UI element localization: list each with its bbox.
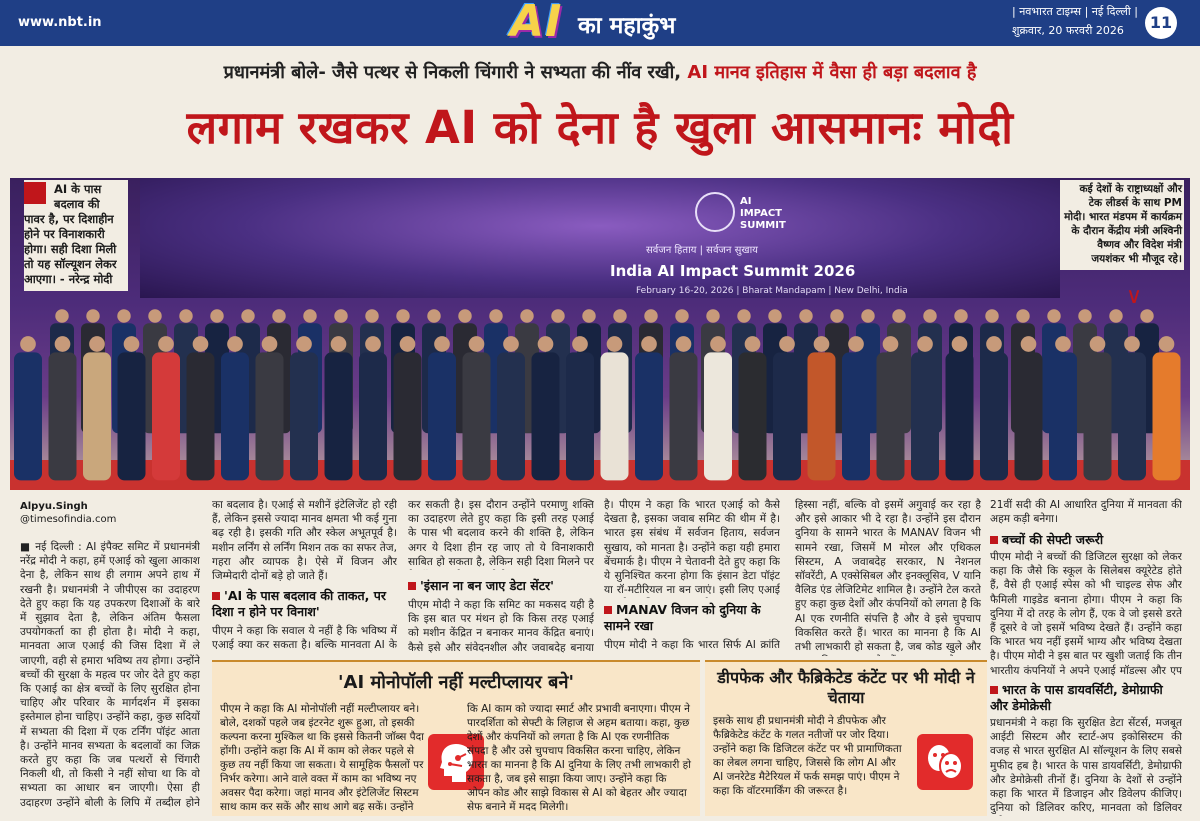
figure-head — [538, 336, 554, 352]
figure-head — [262, 336, 278, 352]
figure-head — [799, 309, 812, 322]
section-title: का महाकुंभ — [578, 13, 676, 39]
figure-head — [706, 309, 719, 322]
figure-head — [117, 309, 130, 322]
article-column-6c: प्रधानमंत्री ने कहा कि सुरक्षित डेटा सेंटर्स, मजबूत आईटी सिस्टम और स्टार्ट-अप इकोसिस्टम की वजह से भारत सुरक्षित AI सॉल्यूशन के लिए सबसे मुफीद हब है। भारत के पास डायवर्सिटी, डेमोग्राफी और डेमोक्रेसी तीनों हैं। दुनिया के देशों से उन्होंने कहा कि भारत में डिजाइन और डिवेलप कीजिए। दुनिया को डिलिवर करिए, मानवता को डिलिवर — [990, 717, 1182, 815]
figure-head — [158, 336, 174, 352]
figure-head — [303, 309, 316, 322]
figure-head — [952, 336, 968, 352]
figure-body — [601, 352, 629, 480]
pull-quote — [24, 180, 128, 291]
figure-head — [503, 336, 519, 352]
figure-head — [1109, 309, 1122, 322]
summit-logo-text: AI IMPACT SUMMIT — [740, 196, 786, 231]
figure-head — [458, 309, 471, 322]
article-column-6b: पीएम मोदी ने बच्चों की डिजिटल सुरक्षा को लेकर कहा कि जैसे कि स्कूल के सिलेबस क्यूरेटेड होते हैं, वैसे ही एआई स्पेस को भी चाइल्ड सेफ और फैमिली गाइडेड बनाना होगा। पीएम ने कहा कि दुनिया में दो तरह के लोग हैं, एक वे जो इससे डरते हैं दूसरे वे जो इसमें भविष्य देखते हैं। उन्होंने कहा कि भारत भय नहीं इसमें भाग्य और भविष्य देखता है। पीएम मोदी ने इस बात पर खुशी जताई कि तीन भारतीय कंपनियों ने अपने एआई मॉडल्स और एप — [990, 551, 1182, 677]
summit-logo-icon — [695, 192, 735, 232]
figure-head — [892, 309, 905, 322]
figure-head — [572, 336, 588, 352]
subhead-marker-icon — [990, 686, 998, 694]
figure-head — [193, 336, 209, 352]
figure-body — [290, 352, 318, 480]
section-logo: AI — [510, 0, 563, 47]
box-deepfake-text: इसके साथ ही प्रधानमंत्री मोदी ने डीपफेक और फैब्रिकेटेड कंटेंट के गलत नतीजों पर जोर दिया। उन्होंने कहा कि डिजिटल कंटेंट पर भी प्रामाणिकता का लेबल लगना चाहिए, जिससे कि लोग AI और AI जनरेटेड मैटेरियल में फर्क समझ पाएं। पीएम ने कहा कि वॉटरमार्किंग की जरूरत है। — [713, 715, 902, 797]
figure-body — [635, 352, 663, 480]
pull-quote-lead: AI के पास बदलाव की — [54, 182, 102, 211]
figure-head — [365, 336, 381, 352]
box-deepfake-heading: डीपफेक और फैब्रिकेटेड कंटेंट पर भी मोदी ने चेताया — [717, 668, 975, 707]
figure-head — [1140, 309, 1153, 322]
figure-head — [331, 336, 347, 352]
byline-handle: @timesofindia.com — [20, 514, 117, 525]
pull-quote-text: पावर है, पर दिशाहीन होने पर विनाशकारी होगा। सही दिशा मिली तो यह सॉल्यूशन लेकर आएगा। - नरेन्द्र मोदी — [24, 212, 117, 286]
figure-head — [954, 309, 967, 322]
article-column-5: हिस्सा नहीं, बल्कि वो इसमें अगुवाई कर रहा है और इसे आकार भी दे रहा है। उन्होंने इस दौरान दुनिया के सामने भारत के MANAV विजन भी सामने रखा, जिसमें M मोरल और एथिकल सिस्टम, A जवाबदेह सरकार, N नेशनल सॉवरेंटी, A एक्सेसिबल और इनक्लूसिव, V यानि वैलिड एंड लेजिटिमेट शामिल है। उन्होंने टेल करते हुए कहा कुछ देशों और कंपनियों को लगता है कि AI एक रणनीति संपत्ति है और वे इसे चुपचाप विकसित करते हैं। भारत का मानना है कि AI तभी लाभकारी हो सकता है, जब कोड खुले और — [795, 499, 981, 654]
figure-body — [14, 352, 42, 480]
figure-head — [296, 336, 312, 352]
figure-body — [911, 352, 939, 480]
figure-head — [710, 336, 726, 352]
figure-head — [210, 309, 223, 322]
subhead-data-center: 'इंसान ना बन जाए डेटा सेंटर' — [408, 578, 598, 594]
box-monopoly-text-2: कि AI काम को ज्यादा स्मार्ट और प्रभावी बनाएगा। पीएम ने पारदर्शिता को सेफ्टी के लिहाज से अहम बताया। कहा, कुछ देशों और कंपनियों को लगता है कि AI एक रणनीतिक संपदा है और उसे चुपचाप विकसित करना चाहिए, लेकिन भारत का मानना है कि AI दुनिया के लिए तभी लाभकारी हो सकता है, जब इसे साझा किया जाए। उन्होंने कहा कि ओपन कोड और साझे विकास से AI को बेहतर और ज्यादा सेफ बनाने में मदद मिलेगी। — [467, 703, 691, 813]
figure-body — [428, 352, 456, 480]
figure-body — [221, 352, 249, 480]
figure-head — [86, 309, 99, 322]
top-bar — [0, 0, 1200, 46]
figure-head — [434, 336, 450, 352]
byline-name: Alpyu.Singh — [20, 501, 88, 512]
figure-head — [582, 309, 595, 322]
kicker-part-1: प्रधानमंत्री बोले- जैसे पत्थर से निकली चिंगारी ने सभ्यता की नींव रखी, — [223, 62, 682, 83]
figure-head — [1090, 336, 1106, 352]
masks-icon — [917, 734, 973, 790]
figure-head — [848, 336, 864, 352]
figure-head — [985, 309, 998, 322]
figure-body — [49, 352, 77, 480]
photo-caption: कई देशों के राष्ट्राध्यक्षों और टेक लीडर्स के साथ PM मोदी। भारत मंडपम में कार्यक्रम के दौरान केंद्रीय मंत्री अश्विनी वैष्णव और विदेश मंत्री जयशंकर भी मौजूद रहे। — [1060, 180, 1184, 270]
figure-head — [861, 309, 874, 322]
figure-head — [745, 336, 761, 352]
subhead-ai-power: 'AI के पास बदलाव की ताकत, पर दिशा न होने पर विनाश' — [212, 588, 386, 619]
kicker-part-2: AI मानव इतिहास में वैसा ही बड़ा बदलाव है — [681, 62, 977, 83]
figure-head — [148, 309, 161, 322]
figure-head — [1124, 336, 1140, 352]
box-deepfake — [705, 660, 987, 816]
figure-head — [551, 309, 564, 322]
box-monopoly — [212, 660, 700, 816]
article-column-6a: 21वीं सदी की AI आधारित दुनिया में मानवता की अहम कड़ी बनेगा। — [990, 499, 1182, 526]
headline: लगाम रखकर AI को देना है खुला आसमानः मोदी — [186, 101, 1014, 154]
quote-mark-icon — [24, 182, 46, 204]
figure-body — [946, 352, 974, 480]
figure-body — [1084, 352, 1112, 480]
figure-body — [463, 352, 491, 480]
figure-head — [607, 336, 623, 352]
figure-body — [877, 352, 905, 480]
figure-body — [670, 352, 698, 480]
figure-head — [676, 336, 692, 352]
subhead-marker-icon — [212, 592, 220, 600]
article-column-3b: पीएम मोदी ने कहा कि समिट का मकसद यही है कि इस बात पर मंथन हो कि किस तरह एआई को मशीन केंद्रित न बनाकर मानव केंद्रित बनाएं। कैसे इसे और संवेदनशील और जवाबदेह बनाया — [408, 599, 594, 654]
figure-body — [152, 352, 180, 480]
figure-body — [497, 352, 525, 480]
figure-head — [814, 336, 830, 352]
figure-body — [1049, 352, 1077, 480]
figure-head — [737, 309, 750, 322]
figure-head — [55, 336, 71, 352]
figure-body — [1153, 352, 1181, 480]
publication-name: | नवभारत टाइम्स | नई दिल्ली | — [1012, 5, 1138, 18]
box-monopoly-text-1: पीएम ने कहा कि AI मोनोपॉली नहीं मल्टीप्लायर बने। बोले, दशकों पहले जब इंटरनेट शुरू हुआ, तो इसकी कल्पना करना मुश्किल था कि इससे कितनी जॉब्स पैदा होंगी। उन्होंने कहा कि AI में काम को लेकर पहले से कुछ तय नहीं किया जा सकता। ये सामूहिक फैसलों पर निर्भर करेगा। आने वाले वक्त में काम का भविष्य नए अवसर पैदा करेगा। जहां मानव और इंटेलिजेंट सिस्टम साथ काम कर सकें और साथ आगे बढ़ सकें। उन्होंने — [220, 703, 424, 813]
summit-stage — [140, 178, 1060, 298]
figure-head — [396, 309, 409, 322]
figure-head — [20, 336, 36, 352]
figure-head — [241, 309, 254, 322]
figure-head — [923, 309, 936, 322]
figure-body — [704, 352, 732, 480]
summit-title: India AI Impact Summit 2026 — [610, 262, 856, 280]
figure-head — [1078, 309, 1091, 322]
box-monopoly-heading: 'AI मोनोपॉली नहीं मल्टीप्लायर बने' — [338, 672, 574, 693]
figure-head — [1159, 336, 1175, 352]
group-photo — [10, 178, 1190, 490]
kicker — [0, 60, 1200, 84]
subhead-child-safety: बच्चों की सेफ्टी जरूरी — [990, 532, 1182, 548]
figure-head — [830, 309, 843, 322]
figure-head — [613, 309, 626, 322]
figure-body — [532, 352, 560, 480]
page-number: 11 — [1145, 7, 1177, 39]
figure-body — [842, 352, 870, 480]
figure-body — [118, 352, 146, 480]
figure-head — [400, 336, 416, 352]
figure-head — [883, 336, 899, 352]
figure-head — [1021, 336, 1037, 352]
figure-body — [83, 352, 111, 480]
figure-head — [427, 309, 440, 322]
figure-head — [1016, 309, 1029, 322]
site-url[interactable]: www.nbt.in — [18, 15, 102, 30]
figure-head — [917, 336, 933, 352]
figure-head — [124, 336, 140, 352]
figure-head — [469, 336, 485, 352]
article-column-2a: का बदलाव है। एआई से मशीनें इंटेलिजेंट हो रही हैं, लेकिन इससे ज्यादा मानव क्षमता भी कई गुना बढ़ रही है। इसकी गति और स्केल अभूतपूर्व है। मशीन लर्निंग से लर्निंग मिशन तक का सफर तेज, गहरा और व्यापक है। ऐसे में विजन और जिम्मेदारी दोनों बड़े हो जाते हैं। — [212, 499, 397, 583]
caption-arrow-icon: ∨ — [1126, 284, 1143, 309]
subhead-diversity: भारत के पास डायवर्सिटी, डेमोग्राफी और डेमोक्रेसी — [990, 682, 1163, 713]
figure-body — [359, 352, 387, 480]
article-column-1: ■ नई दिल्ली : AI इंपैक्ट समिट में प्रधानमंत्री नरेंद्र मोदी ने कहा, हमें एआई को खुला आकाश देना है, लेकिन साथ ही लगाम अपने हाथ में रखनी है। प्रधानमंत्री ने जीपीएस का उदाहरण देते हुए कहा कि यह उपकरण दिशाओं के बारे में सुझाव देता है, लेकिन अंतिम फैसला उपयोगकर्ता का ही होता है। मोदी ने कहा, मानवता आज एआई की जिस दिशा में ले जाएगी, वही से हमारा भविष्य तय होगा। उन्होंने बच्चों की सुरक्षा के महत्व पर जोर देते हुए कहा कि एआई का क्षेत्र बच्चों के लिए सुरक्षित होना चाहिए और परिवार के मार्गदर्शन में इसका इस्तेमाल होना चाहिए। उन्होंने कहा, कुछ सदियों में सभ्यता की दिशा में एक टर्निंग पॉइंट आता है। उन्होंने मानव सभ्यता के बदलावों का जिक्र करते हुए कहा कि जब पत्थरों से चिंगारी निकली थी, तो किसी ने नहीं सोचा था कि वो सभ्यता का आधार बन जाएगी। ऐसा ही उदाहरण उन्होंने बोली के लिपि में तब्दील होने — [20, 541, 200, 809]
figure-body — [256, 352, 284, 480]
issue-date: शुक्रवार, 20 फरवरी 2026 — [1012, 24, 1124, 37]
subhead-marker-icon — [408, 582, 416, 590]
figure-body — [1118, 352, 1146, 480]
article-column-4a: है। पीएम ने कहा कि भारत एआई को कैसे देखता है, इसका जवाब समिट की थीम में है। भारत इस संबंध में सर्वजन हिताय, सर्वजन सुखाय, को मानता है। उन्होंने कहा यही हमारा बेंचमार्क है। पीएम ने चेतावनी देते हुए कहा कि ये सुनिश्चित करना होगा कि इंसान डेटा पॉइंट या रॉ-मटीरियल ना बन जाएं। इसी लिए एआई — [604, 499, 780, 597]
figure-head — [520, 309, 533, 322]
figure-head — [365, 309, 378, 322]
article-column-4b: पीएम मोदी ने कहा कि भारत सिर्फ AI क्रांति — [604, 639, 780, 651]
byline — [20, 500, 116, 526]
figure-head — [986, 336, 1002, 352]
figure-body — [739, 352, 767, 480]
article-column-2b: पीएम ने कहा कि सवाल ये नहीं है कि भविष्य में एआई क्या कर सकता है। बल्कि मानवता AI के — [212, 625, 397, 652]
figure-body — [394, 352, 422, 480]
subhead-marker-icon — [990, 536, 998, 544]
figure-head — [675, 309, 688, 322]
figure-head — [779, 336, 795, 352]
figure-body — [325, 352, 353, 480]
figure-body — [187, 352, 215, 480]
figure-head — [768, 309, 781, 322]
summit-date-line: February 16-20, 2026 | Bharat Mandapam | New Delhi, India — [636, 286, 908, 296]
figure-body — [773, 352, 801, 480]
figure-head — [227, 336, 243, 352]
subhead-manav-vision: MANAV विजन को दुनिया के सामने रखा — [604, 602, 761, 633]
figure-head — [644, 309, 657, 322]
figure-head — [641, 336, 657, 352]
article-column-3a: कर सकती है। इस दौरान उन्होंने परमाणु शक्ति का उदाहरण लेते हुए कहा कि इसी तरह एआई के पास भी बदलाव करने की शक्ति है, लेकिन अगर ये दिशा हीन रह जाए तो ये विनाशकारी साबित हो सकता है, लेकिन सही दिशा मिलने पर — [408, 499, 594, 568]
figure-head — [272, 309, 285, 322]
figure-head — [489, 309, 502, 322]
figure-body — [1015, 352, 1043, 480]
subhead-marker-icon — [604, 606, 612, 614]
summit-tagline: सर्वजन हिताय | सर्वजन सुखाय — [646, 245, 758, 256]
figure-body — [808, 352, 836, 480]
figure-head — [1047, 309, 1060, 322]
figure-head — [89, 336, 105, 352]
figure-head — [334, 309, 347, 322]
figure-body — [980, 352, 1008, 480]
figure-head — [1055, 336, 1071, 352]
leaders-crowd — [10, 298, 1190, 488]
figure-body — [566, 352, 594, 480]
figure-head — [55, 309, 68, 322]
figure-head — [179, 309, 192, 322]
